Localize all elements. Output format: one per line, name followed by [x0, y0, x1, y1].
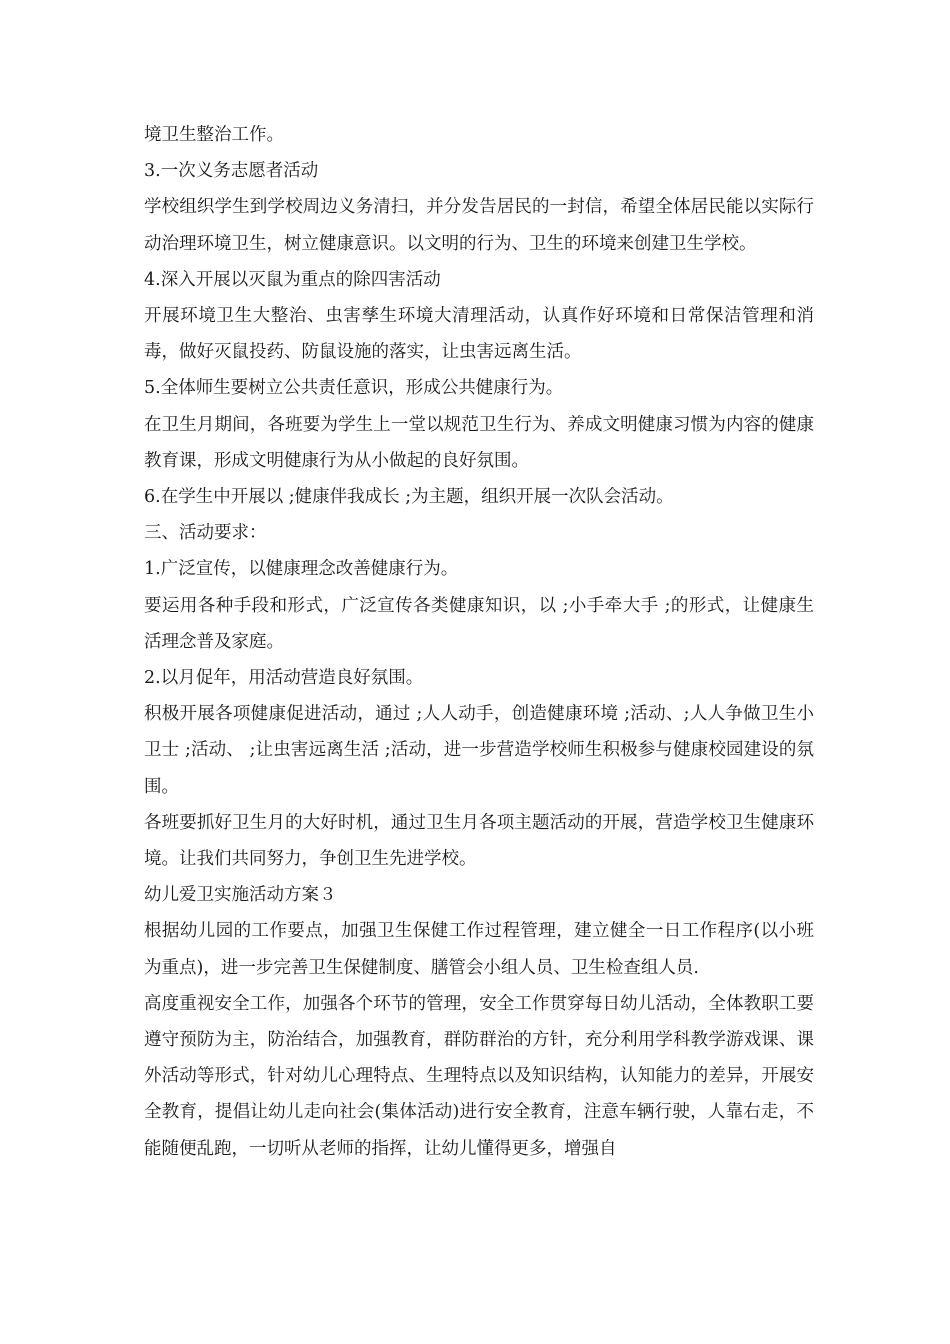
paragraph: 学校组织学生到学校周边义务清扫，并分发告居民的一封信，希望全体居民能以实际行动治理环境卫生，树立健康意识。以文明的行为、卫生的环境来创建卫生学校。 [144, 197, 814, 254]
section-heading: 5.全体师生要树立公共责任意识，形成公共健康行为。 [144, 378, 564, 399]
paragraph: 根据幼儿园的工作要点，加强卫生保健工作过程管理，建立健全一日工作程序(以小班为重点)，进一步完善卫生保健制度、膳管会小组人员、卫生检查组人员. [144, 921, 814, 978]
paragraph: 要运用各种手段和形式，广泛宣传各类健康知识，以 ;小手牵大手 ;的形式，让健康生活理念普及家庭。 [144, 595, 814, 652]
section-heading: 4.深入开展以灭鼠为重点的除四害活动 [144, 269, 441, 290]
paragraph: 各班要抓好卫生月的大好时机，通过卫生月各项主题活动的开展，营造学校卫生健康环境。让我们共同努力，争创卫生先进学校。 [144, 812, 814, 870]
paragraph: 开展环境卫生大整治、虫害孳生环境大清理活动，认真作好环境和日常保洁管理和消毒，做好灭鼠投药、防鼠设施的落实，让虫害远离生活。 [144, 306, 814, 363]
section-heading: 3.一次义务志愿者活动 [144, 161, 319, 182]
section-heading: 1.广泛宣传，以健康理念改善健康行为。 [144, 559, 459, 580]
document-title: 幼儿爱卫实施活动方案３ [144, 885, 337, 906]
paragraph: 积极开展各项健康促进活动，通过 ;人人动手，创造健康环境 ;活动、;人人争做卫生小卫士 ;活动、 ;让虫害远离生活 ;活动，进一步营造学校师生积极参与健康校园建设的氛围。 [144, 704, 814, 797]
document-body [144, 117, 814, 1167]
section-heading: 6.在学生中开展以 ;健康伴我成长 ;为主题，组织开展一次队会活动。 [144, 487, 674, 508]
section-heading: 三、活动要求： [144, 523, 267, 544]
section-heading: 2.以月促年，用活动营造良好氛围。 [144, 668, 424, 689]
paragraph: 境卫生整治工作。 [144, 125, 284, 145]
paragraph: 高度重视安全工作，加强各个环节的管理，安全工作贯穿每日幼儿活动，全体教职工要遵守预防为主，防治结合，加强教育，群防群治的方针，充分利用学科教学游戏课、课外活动等形式，针对幼儿心理特点、生理特点以及知识结构，认知能力的差异，开展安全教育，提倡让幼儿走向社会(集体活动)进行安全教育，注意车辆行驶，人靠右走，不能随便乱跑，一切听从老师的指挥，让幼儿懂得更多，增强自 [144, 993, 814, 1159]
paragraph: 在卫生月期间，各班要为学生上一堂以规范卫生行为、养成文明健康习惯为内容的健康教育课，形成文明健康行为从小做起的良好氛围。 [144, 414, 814, 471]
